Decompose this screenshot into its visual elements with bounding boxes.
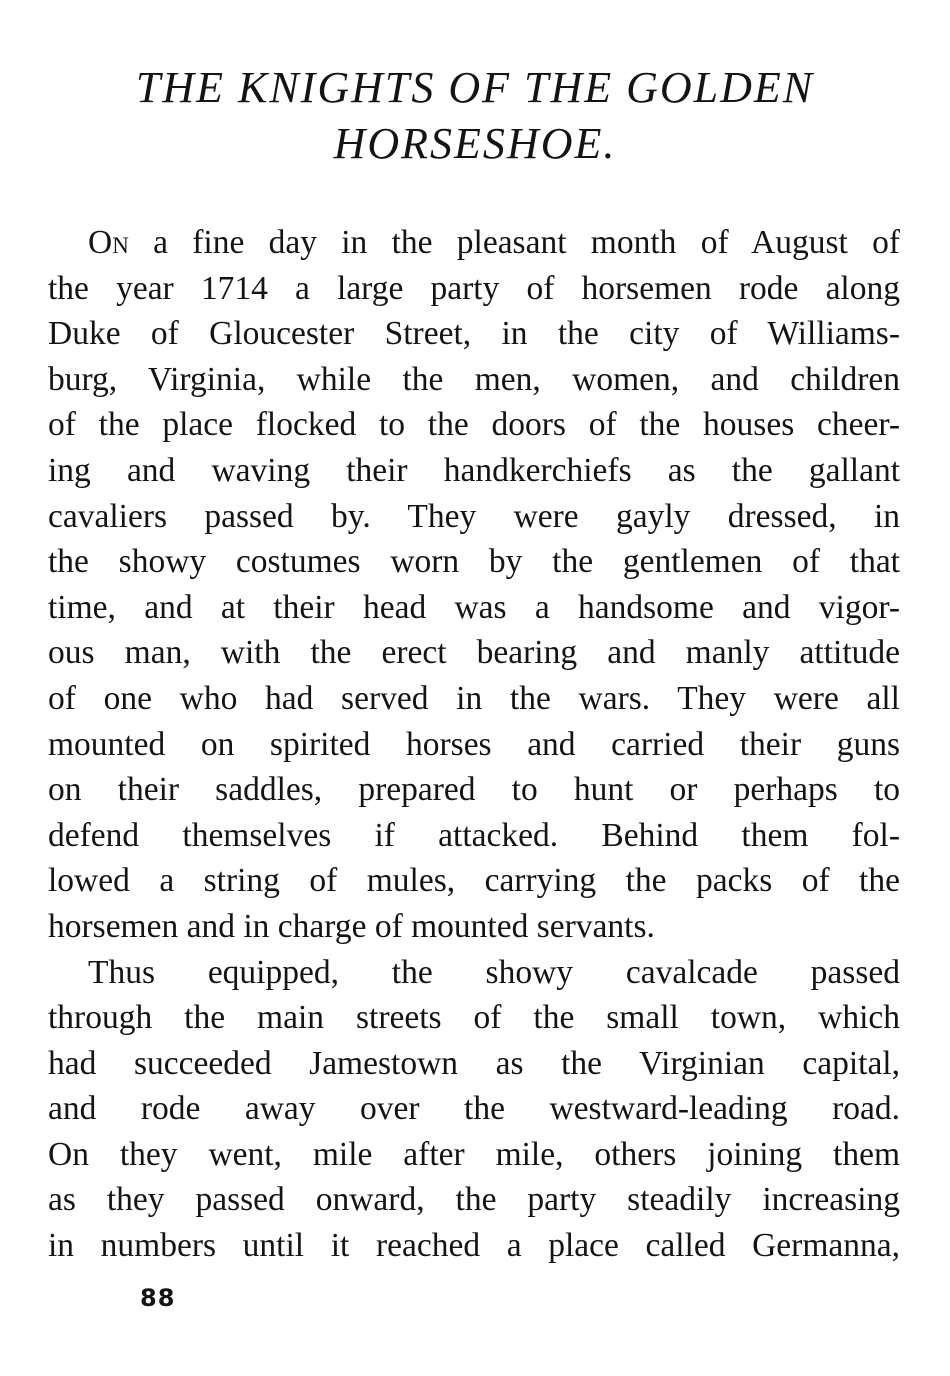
text-line: mounted on spirited horses and carried their guns — [48, 725, 900, 763]
text-line: burg, Virginia, while the men, women, and children — [48, 360, 900, 398]
text-line: Thus equipped, the showy cavalcade passed — [88, 953, 900, 991]
text-line: lowed a string of mules, carrying the packs of the — [48, 862, 900, 900]
text-line: defend themselves if attacked. Behind them fol- — [48, 816, 900, 854]
text-line: the showy costumes worn by the gentlemen of that — [48, 543, 900, 581]
text-line: time, and at their head was a handsome and vigor- — [48, 588, 900, 626]
text-line: the year 1714 a large party of horsemen rode along — [48, 269, 900, 307]
drop-lead-word: On — [88, 224, 129, 261]
text-line: and rode away over the westward-leading road. — [48, 1090, 900, 1128]
text-line: On they went, mile after mile, others joining them — [48, 1135, 900, 1173]
body-text — [48, 220, 900, 1269]
chapter-title-line-1: THE KNIGHTS OF THE GOLDEN — [135, 63, 815, 112]
text-line: ous man, with the erect bearing and manly attitude — [48, 634, 900, 672]
text-line: horsemen and in charge of mounted servants. — [48, 907, 655, 945]
page-number: 88 — [140, 1284, 176, 1312]
text-line — [48, 220, 900, 266]
text-line: Duke of Gloucester Street, in the city of Williams- — [48, 315, 900, 353]
text-line: of the place flocked to the doors of the houses cheer- — [48, 406, 900, 444]
text-line: as they passed onward, the party steadily increasing — [48, 1181, 900, 1219]
chapter-title-line-2: HORSESHOE. — [333, 119, 617, 168]
text-line: of one who had served in the wars. They were all — [48, 679, 900, 717]
text-line: on their saddles, prepared to hunt or perhaps to — [48, 771, 900, 809]
first-line-rest: a fine day in the pleasant month of August of — [128, 224, 900, 261]
text-line: through the main streets of the small town, which — [48, 999, 900, 1037]
text-line: cavaliers passed by. They were gayly dressed, in — [48, 497, 900, 535]
text-line: in numbers until it reached a place called Germanna, — [48, 1227, 900, 1265]
text-line: ing and waving their handkerchiefs as the gallant — [48, 451, 900, 489]
text-line: had succeeded Jamestown as the Virginian capital, — [48, 1044, 900, 1082]
